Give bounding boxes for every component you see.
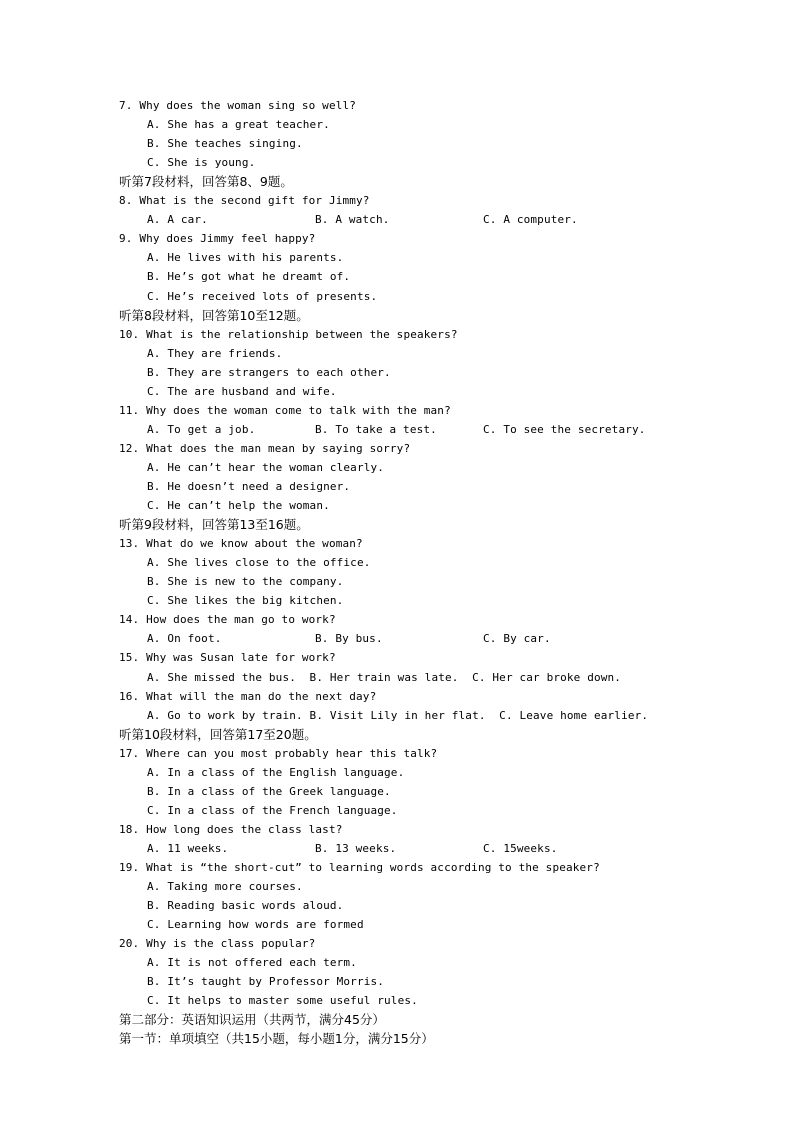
answer-option: A. Taking more courses.	[147, 880, 303, 894]
answer-option: B. He’s got what he dreamt of.	[147, 270, 351, 284]
answer-option: A. They are friends.	[147, 346, 283, 360]
answer-option: C. She is young.	[147, 156, 256, 170]
question-text: 18. How long does the class last?	[119, 822, 343, 836]
option-row	[0, 211, 794, 229]
answer-option: A. 11 weeks.	[147, 841, 229, 855]
question-text: 8. What is the second gift for Jimmy?	[119, 194, 370, 208]
answer-option: B. It’s taught by Professor Morris.	[147, 975, 385, 989]
answer-option: A. He can’t hear the woman clearly.	[147, 460, 385, 474]
answer-option: B. To take a test.	[315, 422, 437, 436]
answer-option: C. He’s received lots of presents.	[147, 289, 378, 303]
answer-option: C. 15weeks.	[483, 841, 558, 855]
question-text: 12. What does the man mean by saying sorry?	[119, 441, 411, 455]
answer-option: A. A car.	[147, 213, 208, 227]
answer-option: C. She likes the big kitchen.	[147, 594, 344, 608]
option-row	[0, 630, 794, 648]
question-text: 14. How does the man go to work?	[119, 613, 336, 627]
section-heading: 第二部分：英语知识运用（共两节，满分45分）	[119, 1012, 385, 1028]
option-row	[0, 840, 794, 858]
question-text: 15. Why was Susan late for work?	[119, 651, 336, 665]
question-text: 7. Why does the woman sing so well?	[119, 99, 357, 112]
answer-option: A. Go to work by train. B. Visit Lily in her flat. C. Leave home earlier.	[147, 708, 649, 722]
section-heading: 听第10段材料，回答第17至20题。	[119, 726, 317, 742]
answer-option: C. He can’t help the woman.	[147, 499, 330, 513]
question-text: 19. What is “the short-cut” to learning words according to the speaker?	[119, 861, 600, 874]
answer-option: B. By bus.	[315, 632, 383, 646]
answer-option: B. In a class of the Greek language.	[147, 784, 391, 798]
answer-option: B. A watch.	[315, 213, 390, 227]
answer-option: A. She has a great teacher.	[147, 118, 330, 132]
question-text: 11. Why does the woman come to talk with the man?	[119, 403, 451, 417]
answer-option: B. He doesn’t need a designer.	[147, 480, 351, 493]
answer-option: A. On foot.	[147, 632, 222, 646]
section-heading: 听第8段材料，回答第10至12题。	[119, 307, 309, 323]
answer-option: B. They are strangers to each other.	[147, 365, 391, 379]
option-row	[0, 421, 794, 439]
answer-option: A. In a class of the English language.	[147, 765, 405, 779]
answer-option: C. A computer.	[483, 213, 578, 227]
answer-option: B. She is new to the company.	[147, 575, 344, 589]
question-text: 9. Why does Jimmy feel happy?	[119, 232, 316, 246]
answer-option: C. To see the secretary.	[483, 422, 646, 436]
question-text: 16. What will the man do the next day?	[119, 689, 377, 703]
section-heading: 听第9段材料，回答第13至16题。	[119, 517, 309, 533]
question-text: 13. What do we know about the woman?	[119, 537, 363, 551]
answer-option: A. She missed the bus. B. Her train was late. C. Her car broke down.	[147, 670, 622, 684]
answer-option: A. She lives close to the office.	[147, 556, 371, 570]
answer-option: C. In a class of the French language.	[147, 803, 398, 817]
section-heading: 听第7段材料，回答第8、9题。	[119, 174, 293, 190]
question-text: 20. Why is the class popular?	[119, 937, 316, 951]
answer-option: B. Reading basic words aloud.	[147, 899, 344, 913]
answer-option: C. By car.	[483, 632, 551, 646]
answer-option: B. She teaches singing.	[147, 137, 303, 151]
answer-option: A. It is not offered each term.	[147, 956, 357, 970]
answer-option: C. Learning how words are formed	[147, 918, 364, 932]
section-heading: 第一节：单项填空（共15小题，每小题1分，满分15分）	[119, 1031, 434, 1047]
question-text: 10. What is the relationship between the speakers?	[119, 327, 458, 341]
question-text: 17. Where can you most probably hear this talk?	[119, 746, 438, 760]
answer-option: C. The are husband and wife.	[147, 384, 337, 398]
answer-option: A. He lives with his parents.	[147, 251, 344, 265]
answer-option: C. It helps to master some useful rules.	[147, 994, 418, 1008]
answer-option: A. To get a job.	[147, 422, 256, 436]
answer-option: B. 13 weeks.	[315, 841, 397, 855]
